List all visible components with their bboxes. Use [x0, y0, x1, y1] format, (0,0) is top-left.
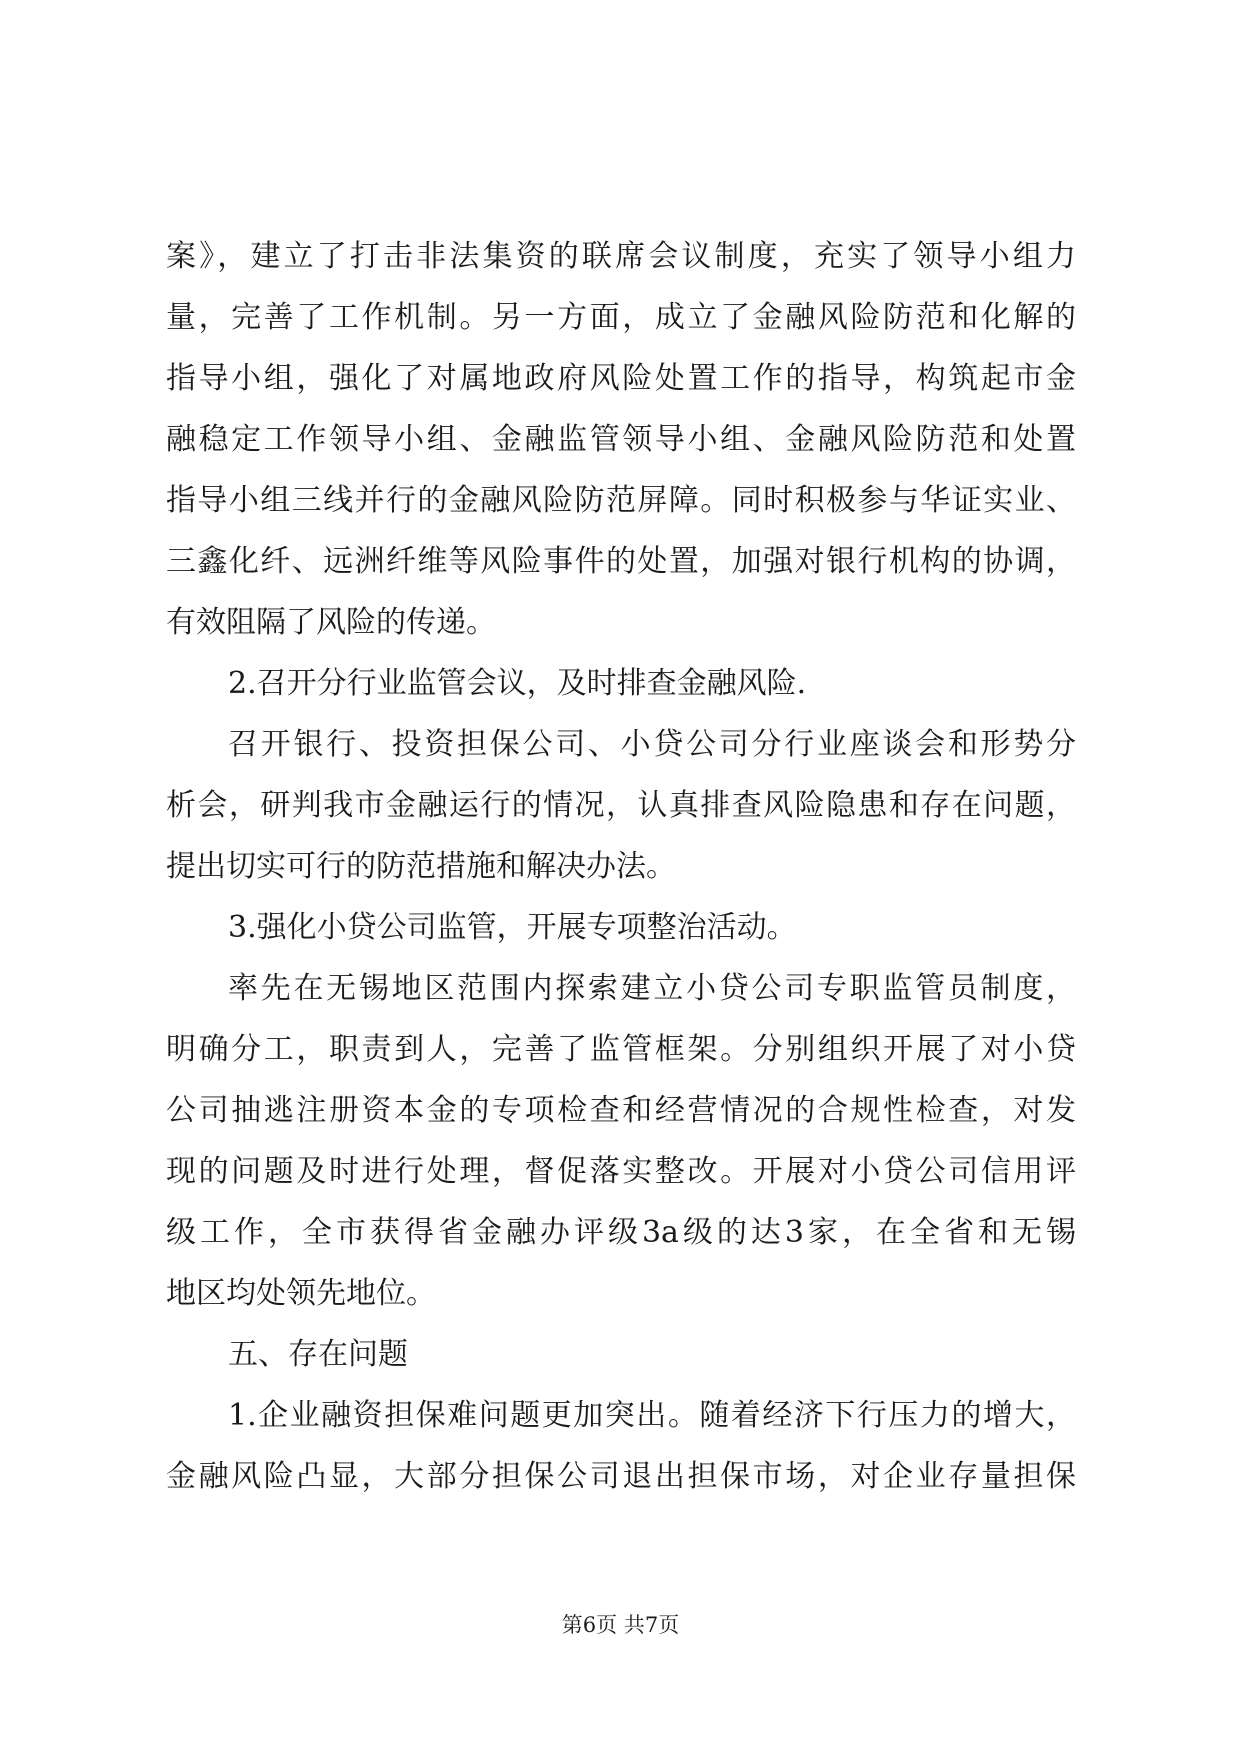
text-line: 地区均处领先地位。 — [166, 1276, 436, 1311]
text-line: 金融风险凸显，大部分担保公司退出担保市场，对企业存量担保 — [166, 1459, 1076, 1494]
text-line: 指导小组三线并行的金融风险防范屏障。同时积极参与华证实业、 — [166, 483, 1076, 518]
section-heading: 3.强化小贷公司监管，开展专项整治活动。 — [228, 910, 797, 945]
page-number: 第6页 共7页 — [561, 1613, 680, 1637]
text-line: 级工作，全市获得省金融办评级3a级的达3家，在全省和无锡 — [166, 1215, 1076, 1250]
document-body — [166, 226, 1076, 1507]
text-line: 现的问题及时进行处理，督促落实整改。开展对小贷公司信用评 — [166, 1154, 1076, 1189]
text-line: 1.企业融资担保难问题更加突出。随着经济下行压力的增大， — [228, 1398, 1076, 1433]
section-heading: 2.召开分行业监管会议，及时排查金融风险. — [228, 666, 807, 701]
text-line: 明确分工，职责到人，完善了监管框架。分别组织开展了对小贷 — [166, 1032, 1076, 1067]
text-line: 融稳定工作领导小组、金融监管领导小组、金融风险防范和处置 — [166, 422, 1076, 457]
text-line: 率先在无锡地区范围内探索建立小贷公司专职监管员制度， — [228, 971, 1076, 1006]
text-line: 量，完善了工作机制。另一方面，成立了金融风险防范和化解的 — [166, 300, 1076, 335]
text-line: 案》，建立了打击非法集资的联席会议制度，充实了领导小组力 — [166, 239, 1076, 274]
page-footer — [0, 1610, 1241, 1640]
text-line: 召开银行、投资担保公司、小贷公司分行业座谈会和形势分 — [228, 727, 1076, 762]
text-line: 三鑫化纤、远洲纤维等风险事件的处置，加强对银行机构的协调， — [166, 544, 1076, 579]
text-line: 提出切实可行的防范措施和解决办法。 — [166, 849, 676, 884]
section-heading: 五、存在问题 — [228, 1337, 408, 1372]
text-line: 公司抽逃注册资本金的专项检查和经营情况的合规性检查，对发 — [166, 1093, 1076, 1128]
text-line: 析会，研判我市金融运行的情况，认真排查风险隐患和存在问题， — [166, 788, 1076, 823]
text-line: 有效阻隔了风险的传递。 — [166, 605, 496, 640]
text-line: 指导小组，强化了对属地政府风险处置工作的指导，构筑起市金 — [166, 361, 1076, 396]
